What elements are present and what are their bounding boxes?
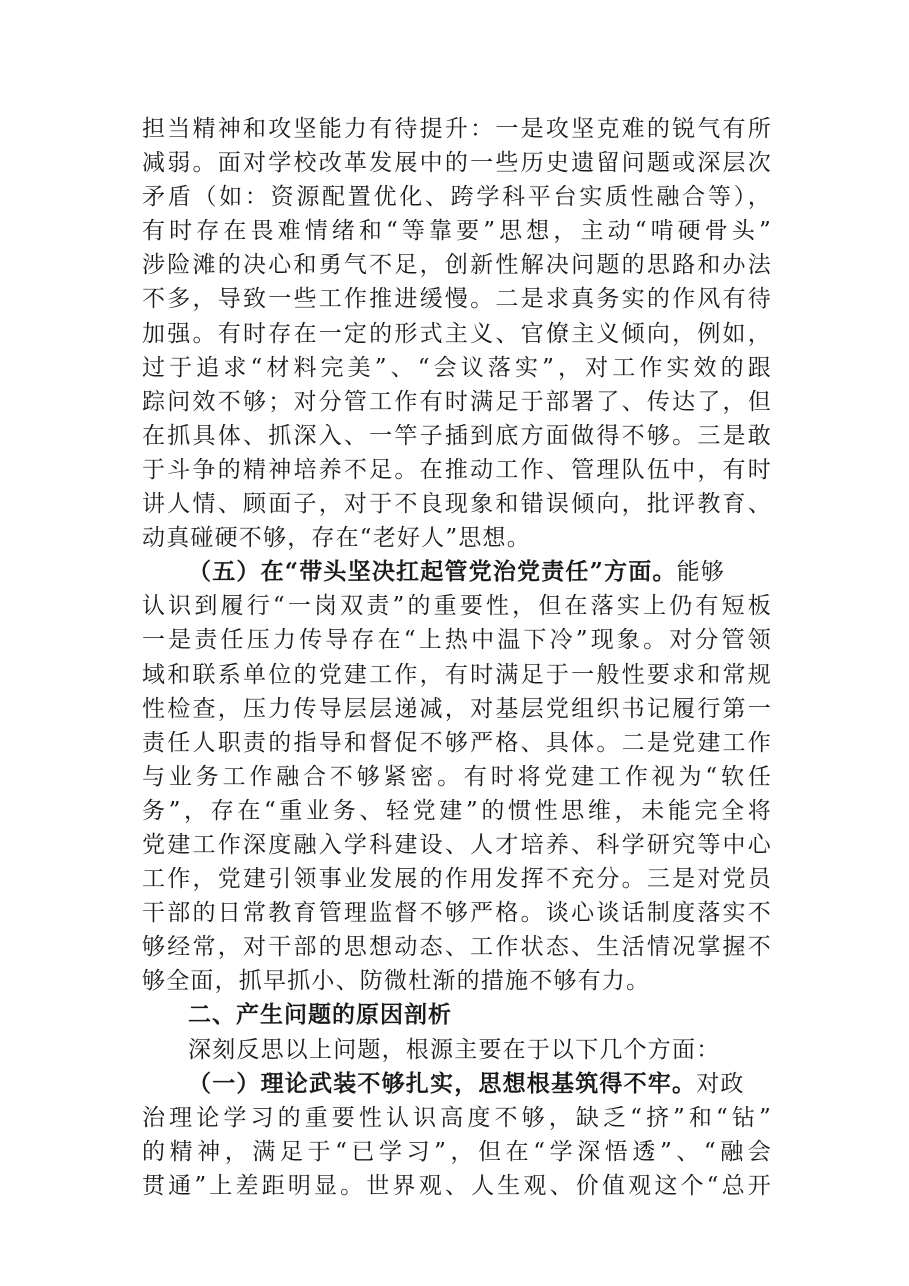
text-line: 矛盾（如：资源配置优化、跨学科平台实质性融合等）， (142, 184, 772, 211)
text-line: 讲人情、顾面子，对于不良现象和错误倾向，批评教育、 (142, 491, 772, 518)
text-line: 不多，导致一些工作推进缓慢。二是求真务实的作风有待 (142, 286, 772, 313)
subsection-1-first-line (142, 1067, 772, 1101)
paragraph-subsection-1 (142, 1067, 772, 1203)
text-line: 性检查，压力传导层层递减，对基层党组织书记履行第一 (142, 695, 772, 722)
text-line: 责任人职责的指导和督促不够严格、具体。二是党建工作 (142, 729, 772, 756)
text-line: 在抓具体、抓深入、一竿子插到底方面做得不够。三是敢 (142, 422, 772, 449)
text-line: 有时存在畏难情绪和“等靠要”思想，主动“啃硬骨头” (142, 218, 772, 245)
text-line: 于斗争的精神培养不足。在推动工作、管理队伍中，有时 (142, 456, 772, 483)
section-2-title: 二、产生问题的原因剖析 (188, 1002, 452, 1029)
section-2-intro: 深刻反思以上问题，根源主要在于以下几个方面： (188, 1036, 721, 1063)
section-5-first-line (142, 555, 772, 589)
text-line: 贯通”上差距明显。世界观、人生观、价值观这个“总开 (142, 1172, 772, 1199)
text-line: 与业务工作融合不够紧密。有时将党建工作视为“软任 (142, 763, 772, 790)
text-line: 干部的日常教育管理监督不够严格。谈心谈话制度落实不 (142, 900, 772, 927)
section-5-first-line-rest: 能够 (676, 559, 726, 586)
text-line: 一是责任压力传导存在“上热中温下冷”现象。对分管领 (142, 627, 772, 654)
text-line: 担当精神和攻坚能力有待提升：一是攻坚克难的锐气有所 (142, 116, 772, 142)
section-5-heading: （五）在“带头坚决扛起管党治党责任”方面。 (188, 558, 677, 586)
text-line: 认识到履行“一岗双责”的重要性，但在落实上仍有短板 (142, 593, 772, 620)
paragraph-responsibility (142, 112, 772, 555)
text-line: 够经常，对干部的思想动态、工作状态、生活情况掌握不 (142, 934, 772, 961)
document-body (142, 112, 772, 1203)
text-line: 过于追求“材料完美”、“会议落实”，对工作实效的跟 (142, 354, 772, 381)
text-line: 踪问效不够；对分管工作有时满足于部署了、传达了，但 (142, 388, 772, 415)
text-line: 减弱。面对学校改革发展中的一些历史遗留问题或深层次 (142, 150, 772, 177)
text-line: 党建工作深度融入学科建设、人才培养、科学研究等中心 (142, 831, 772, 858)
text-line: 工作，党建引领事业发展的作用发挥不充分。三是对党员 (142, 866, 772, 893)
paragraph-section-5 (142, 555, 772, 998)
text-line: 域和联系单位的党建工作，有时满足于一般性要求和常规 (142, 661, 772, 688)
text-line: 治理论学习的重要性认识高度不够，缺乏“挤”和“钻” (142, 1104, 772, 1131)
text-line: 务”，存在“重业务、轻党建”的惯性思维，未能完全将 (142, 797, 772, 824)
text-line: 动真碰硬不够，存在“老好人”思想。 (142, 525, 531, 552)
subsection-1-heading: （一）理论武装不够扎实，思想根基筑得不牢。 (188, 1069, 697, 1097)
text-line: 的精神，满足于“已学习”，但在“学深悟透”、“融会 (142, 1138, 772, 1165)
text-line: 够全面，抓早抓小、防微杜渐的措施不够有力。 (142, 968, 651, 995)
text-line: 加强。有时存在一定的形式主义、官僚主义倾向，例如， (142, 320, 772, 347)
text-line: 涉险滩的决心和勇气不足，创新性解决问题的思路和办法 (142, 252, 772, 279)
subsection-1-first-line-rest: 对政 (696, 1070, 745, 1097)
